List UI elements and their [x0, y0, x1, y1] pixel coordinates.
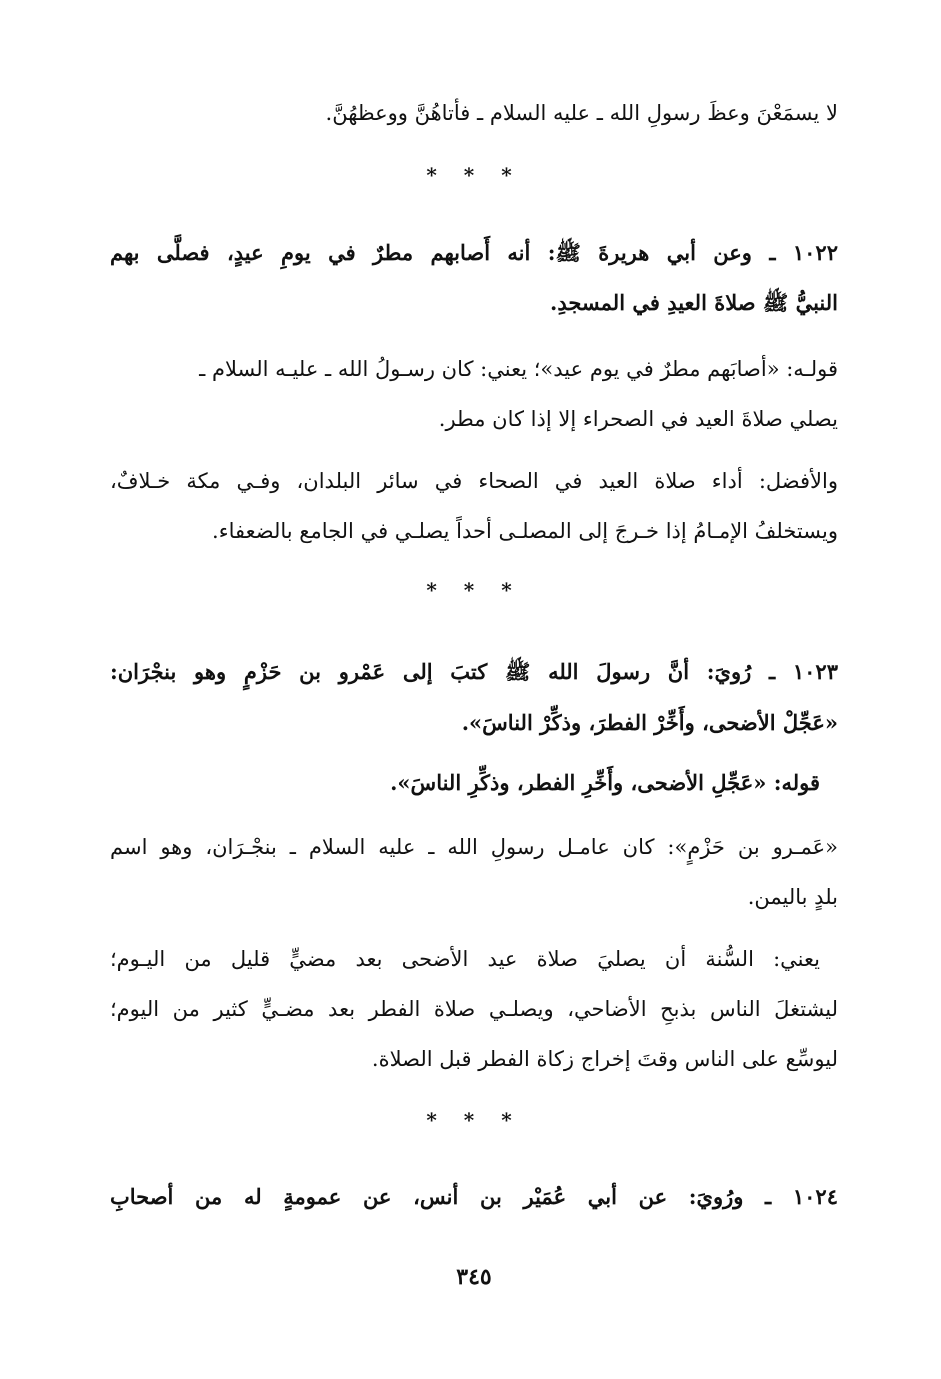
commentary-1022-line-2: يصلي صلاةَ العيد في الصحراء إلا إذا كان مطر.	[438, 407, 838, 431]
commentary-1022-line-1: قولـه: «أصابَهم مطرٌ في يوم عيد»؛ يعني: كان رسـولُ الله ـ عليـه السلام ـ	[199, 357, 838, 381]
section-separator-1: * * *	[426, 163, 522, 187]
commentary-1023-line-5: ليشتغلَ الناس بذبحِ الأضاحي، ويصلـي صلاة الفطر بعد مضـيٍّ كثير من اليوم؛	[110, 997, 839, 1021]
commentary-1023-line-4: يعني: السُّنة أن يصليَ صلاة عيد الأضحى بعد مضيٍّ قليل من اليـوم؛	[110, 947, 820, 971]
text-line-1: لا يسمَعْنَ وعظَ رسولِ الله ـ عليه السلام ـ فأتاهُنَّ ووعظهُنَّ.	[325, 101, 838, 125]
commentary-1023-line-3: بلدٍ باليمن.	[747, 885, 838, 909]
hadith-1023-line-2: «عَجِّلْ الأضحى، وأَخِّرْ الفطرَ، وذكِّرْ الناسَ».	[461, 710, 838, 735]
section-separator-2: * * *	[426, 578, 522, 602]
section-separator-3: * * *	[426, 1108, 522, 1132]
commentary-1023-line-2: «عَمـرو بن حَزْمٍ»: كان عامـل رسولِ الله ـ عليه السلام ـ بنجْـرَان، وهو اسم	[110, 835, 838, 859]
commentary-1023-line-1: قوله: «عَجِّلِ الأضحى، وأَخِّرِ الفطر، وذكِّرِ الناسَ».	[390, 770, 820, 795]
commentary-1022-line-4: ويستخلفُ الإمـامُ إذا خـرجَ إلى المصلـى أحداً يصلـي في الجامع بالضعفاء.	[212, 519, 838, 543]
hadith-1022-line-2: النبيُّ ﷺ صلاةَ العيدِ في المسجدِ.	[550, 290, 838, 315]
hadith-1023-line-1: ١٠٢٣ ـ رُويَ: أنَّ رسولَ الله ﷺ كتبَ إلى عَمْرو بن حَزْمٍ وهو بنجْرَان:	[110, 659, 838, 684]
page-number: ٣٤٥	[456, 1264, 492, 1290]
book-page	[110, 0, 838, 1379]
hadith-1024-line-1: ١٠٢٤ ـ ورُويَ: عن أبي عُمَيْر بن أنس، عن عمومةٍ له من أصحابِ	[110, 1184, 838, 1209]
hadith-1022-line-1: ١٠٢٢ ـ وعن أبي هريرةَ ﷺ: أنه أَصابهم مطرٌ في يومِ عيدٍ، فصلَّى بهم	[110, 240, 838, 265]
commentary-1023-line-6: ليوسِّع على الناس وقتَ إخراج زكاة الفطر قبل الصلاة.	[371, 1047, 838, 1071]
commentary-1022-line-3: والأفضل: أداء صلاة العيد في الصحاء في سائر البلدان، وفـي مكة خـلافٌ،	[110, 469, 838, 493]
